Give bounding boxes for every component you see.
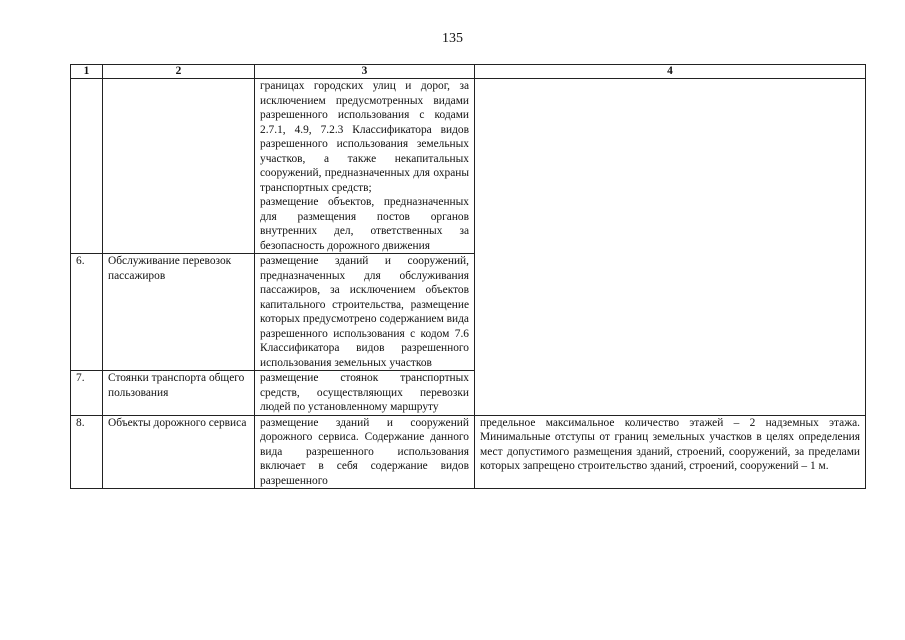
description-paragraph: размещение стоянок транспортных средств, осуществляющих перевозки людей по установленному маршруту xyxy=(260,372,469,413)
row-name xyxy=(103,79,255,254)
row-params: предельное максимальное количество этажей – 2 надземных этажа. Минимальные отступы от границ земельных участков в целях определения мест допустимого размещения зданий, строений, сооружений, за пределами которых запрещено строительство зданий, строений, сооружений – 1 м. xyxy=(475,415,866,489)
row-description xyxy=(255,254,475,371)
column-header-2: 2 xyxy=(103,65,255,79)
row-name: Объекты дорожного сервиса xyxy=(103,415,255,489)
column-header-1: 1 xyxy=(71,65,103,79)
row-description xyxy=(255,371,475,416)
page-number: 135 xyxy=(442,31,463,46)
column-header-4: 4 xyxy=(475,65,866,79)
description-paragraph: размещение зданий и сооружений дорожного сервиса. Содержание данного вида разрешенного использования включает в себя содержание видов разрешенного xyxy=(260,416,469,487)
row-params-empty xyxy=(475,79,866,416)
row-name: Обслуживание перевозок пассажиров xyxy=(103,254,255,371)
row-number: 8. xyxy=(71,415,103,489)
row-description xyxy=(255,79,475,254)
row-number: 7. xyxy=(71,371,103,416)
table-header-row xyxy=(71,65,866,79)
row-name: Стоянки транспорта общего пользования xyxy=(103,371,255,416)
description-paragraph: размещение объектов, предназначенных для размещения постов органов внутренних дел, ответственных за безопасность дорожного движения xyxy=(260,196,469,252)
row-number xyxy=(71,79,103,254)
table-row-continuation xyxy=(71,79,866,254)
land-use-table xyxy=(70,64,866,489)
row-number: 6. xyxy=(71,254,103,371)
description-paragraph: границах городских улиц и дорог, за исключением предусмотренных видами разрешенного использования с кодами 2.7.1, 4.9, 7.2.3 Классификатора видов разрешенного использования земельных участков, а также некапитальных сооружений, предназначенных для охраны транспортных средств; xyxy=(260,80,469,194)
column-header-3: 3 xyxy=(255,65,475,79)
description-paragraph: размещение зданий и сооружений, предназначенных для обслуживания пассажиров, за исключением объектов капитального строительства, размещение которых предусмотрено содержанием вида разрешенного использования с кодом 7.6 Классификатора видов разрешенного использования земельных участков xyxy=(260,255,469,369)
table-row-8 xyxy=(71,415,866,489)
row-description xyxy=(255,415,475,489)
